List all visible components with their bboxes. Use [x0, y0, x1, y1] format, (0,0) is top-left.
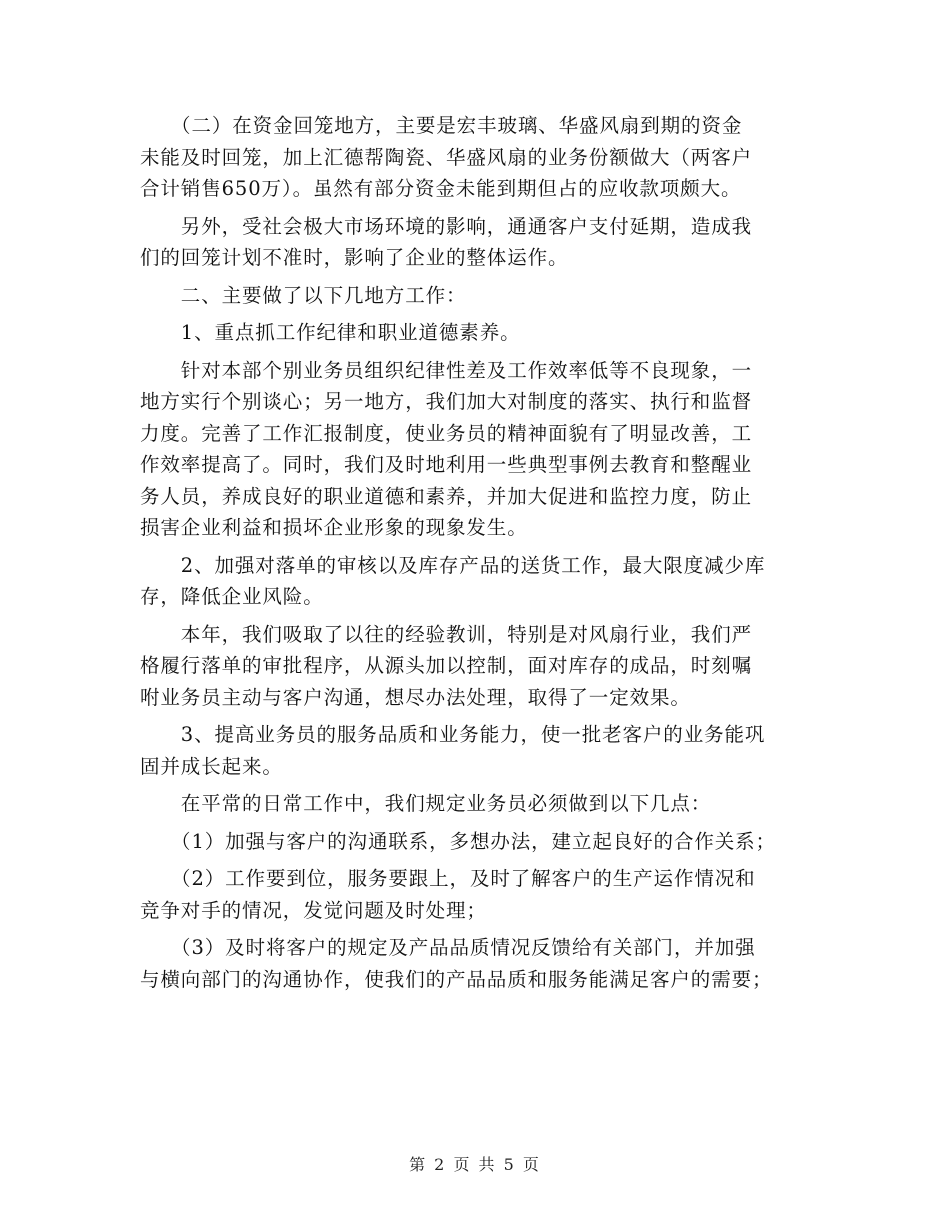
subheading-discipline: 1、重点抓工作纪律和职业道德素养。 [140, 321, 521, 344]
list-item-requirement-2: （2）工作要到位，服务要跟上，及时了解客户的生产运作情况和 竞争对手的情况，发觉问题及时处理； [140, 867, 756, 922]
paragraph-inventory-detail: 本年，我们吸取了以往的经验教训，特别是对风扇行业，我们严 格履行落单的审批程序，从源头加以控制，面对库存的成品，时刻嘱 咐业务员主动与客户沟通，想尽办法处理，取得了一定效果。 [140, 622, 753, 709]
list-item-requirement-3: （3）及时将客户的规定及产品品质情况反馈给有关部门，并加强 与横向部门的沟通协作，使我们的产品品质和服务能满足客户的需要； [140, 936, 773, 991]
page-number-footer: 第 2 页 共 5 页 [409, 1155, 541, 1174]
paragraph-funds-recovery: （二）在资金回笼地方，主要是宏丰玻璃、华盛风扇到期的资金 未能及时回笼，加上汇德帮陶瓷、华盛风扇的业务份额做大（两客户 合计销售650万）。虽然有部分资金未能到期但占的应收款项颇大。 [140, 114, 753, 200]
section-heading-main-work: 二、主要做了以下几地方工作： [140, 283, 467, 307]
subheading-service-quality: 3、提高业务员的服务品质和业务能力，使一批老客户的业务能巩 固并成长起来。 [140, 723, 766, 778]
paragraph-market-impact: 另外，受社会极大市场环境的影响，通通客户支付延期，造成我 们的回笼计划不准时，影响了企业的整体运作。 [140, 214, 753, 269]
document-body [140, 110, 820, 995]
subheading-inventory: 2、加强对落单的审核以及库存产品的送货工作，最大限度减少库 存，降低企业风险。 [140, 553, 766, 608]
paragraph-discipline-detail: 针对本部个别业务员组织纪律性差及工作效率低等不良现象，一 地方实行个别谈心；另一地方，我们加大对制度的落实、执行和监督 力度。完善了工作汇报制度，使业务员的精神面貌有了明显改善，工 作效率提高了。同时，我们及时地利用一些典型事例去教育和整醒业 务人员，养成良好的职业道德和素养，并加大促进和监控力度，防止 损害企业利益和损坏企业形象的现象发生。 [140, 358, 753, 539]
paragraph-requirements-intro: 在平常的日常工作中，我们规定业务员必须做到以下几点： [140, 792, 712, 815]
list-item-requirement-1: （1）加强与客户的沟通联系，多想办法，建立起良好的合作关系； [140, 829, 776, 853]
